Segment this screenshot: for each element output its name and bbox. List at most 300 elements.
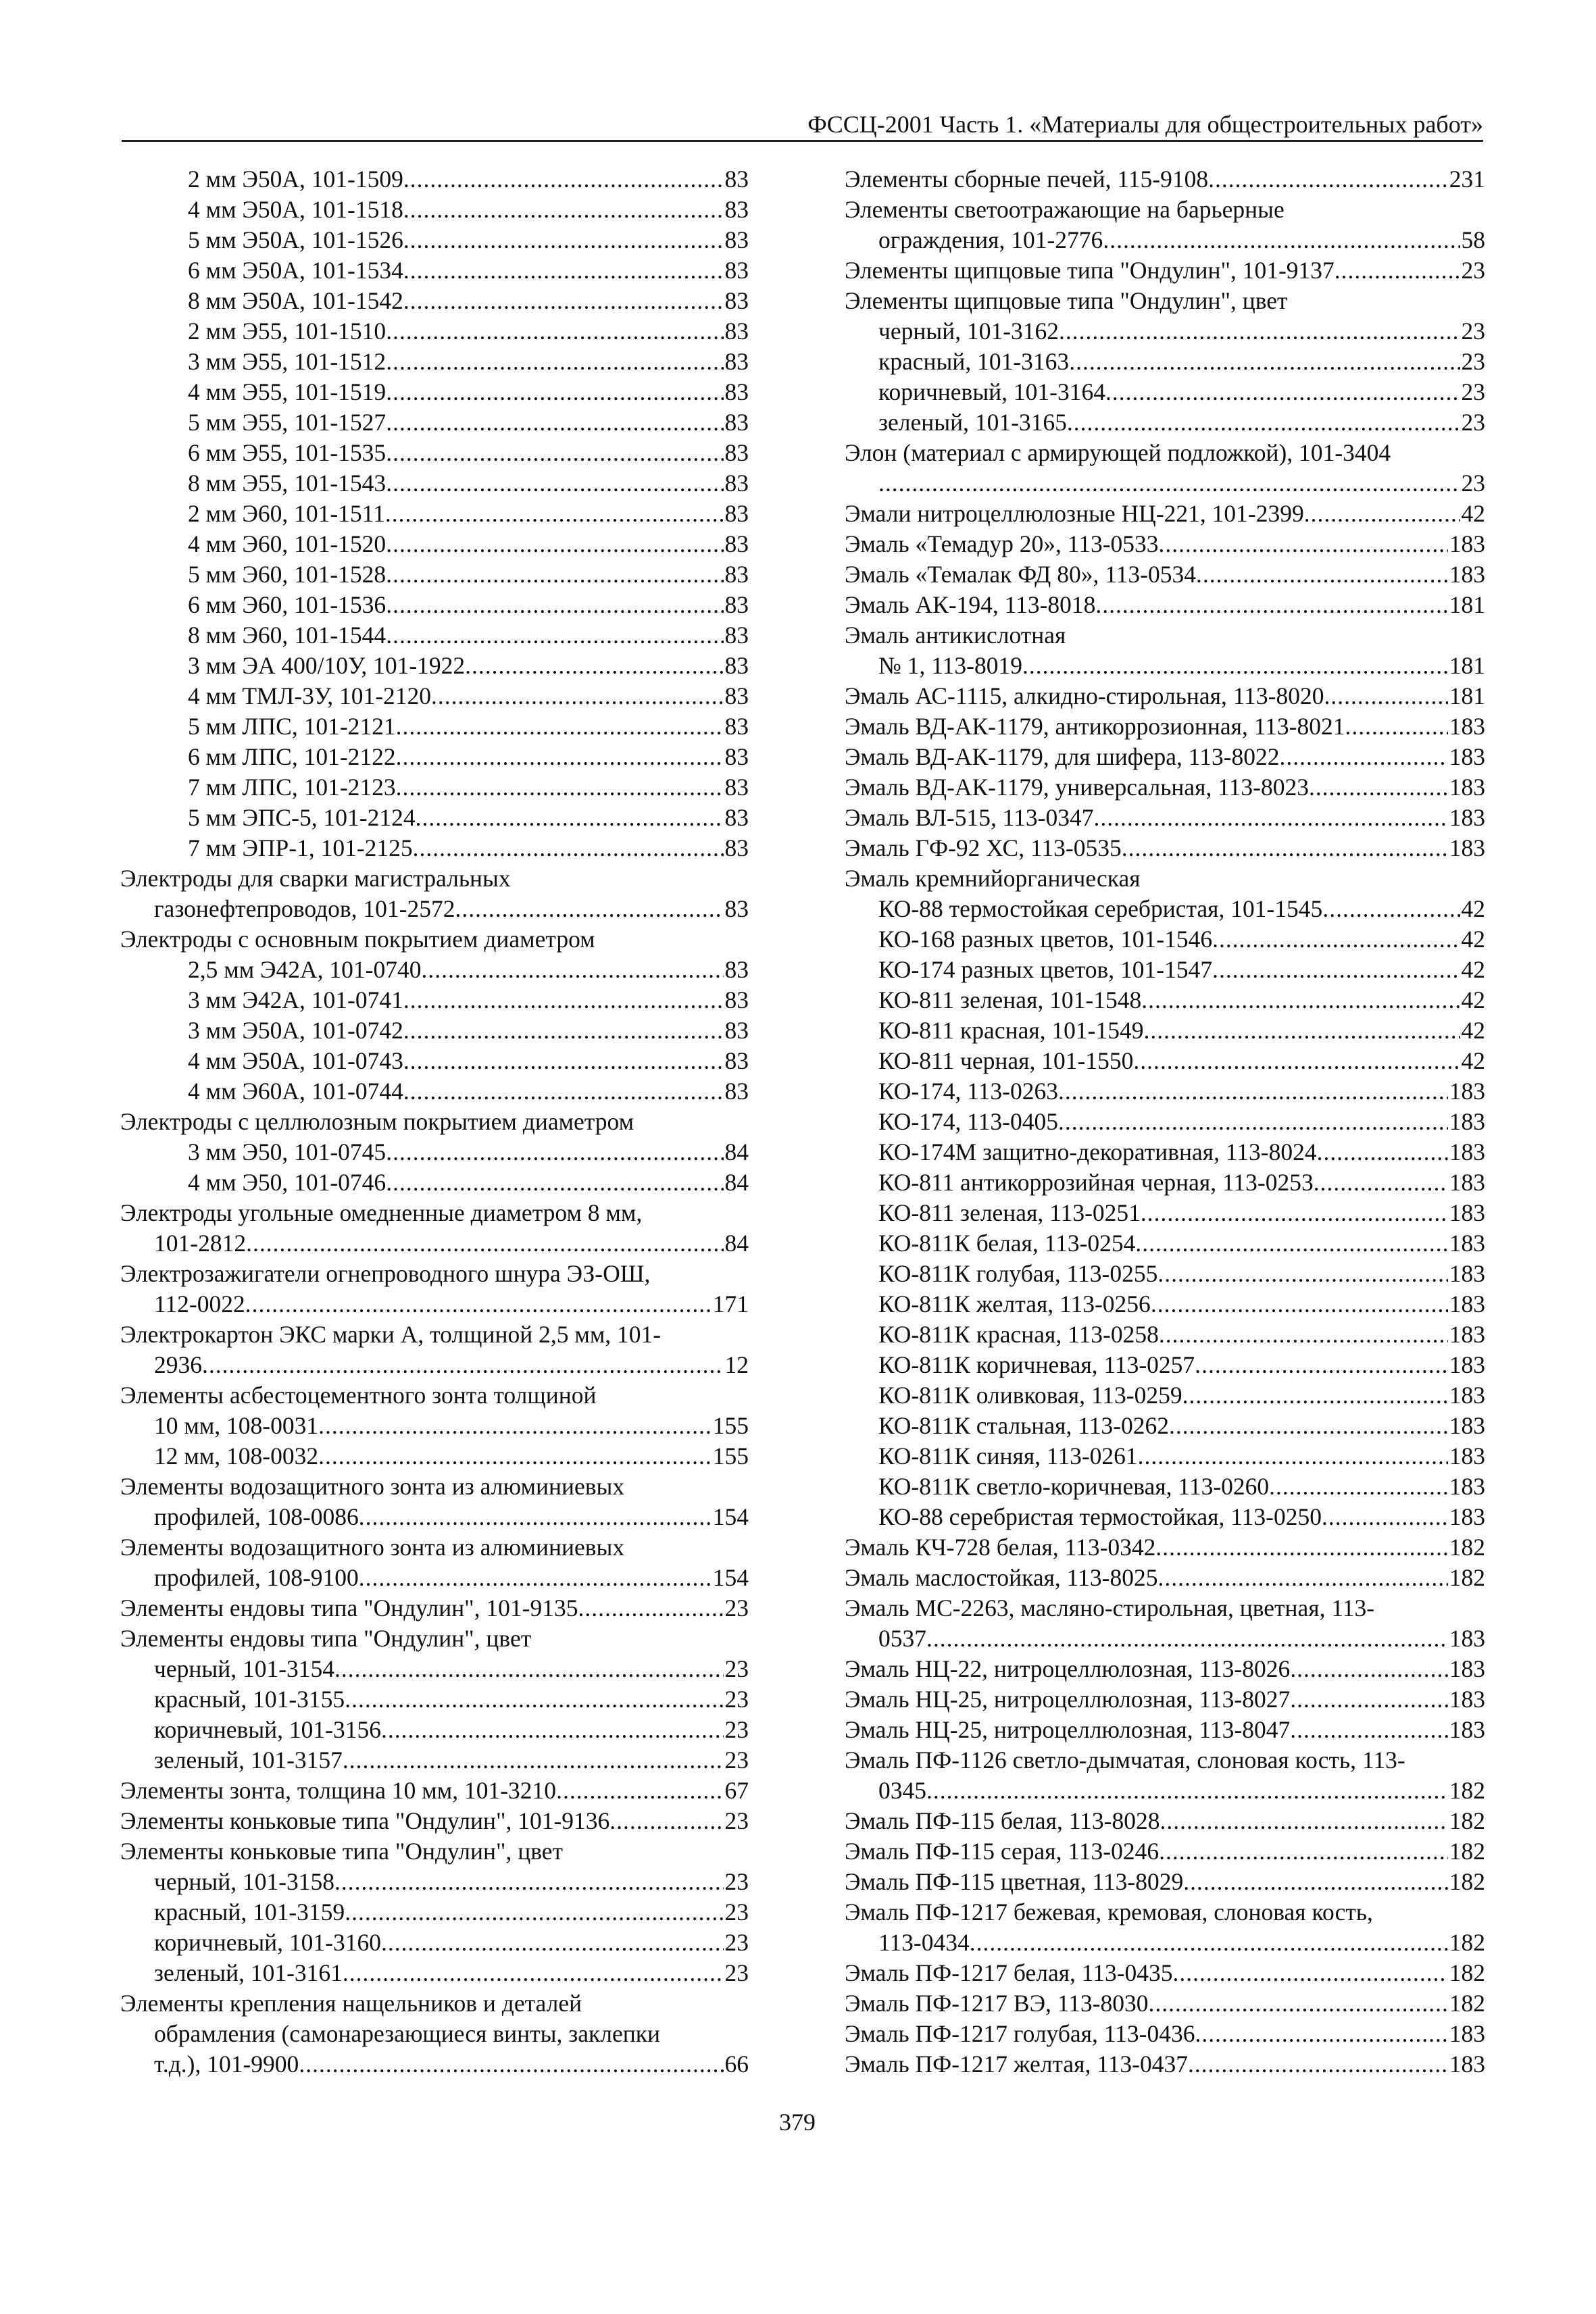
index-entry <box>845 1867 1485 1897</box>
index-entry <box>845 1411 1485 1441</box>
index-entry <box>120 1259 749 1319</box>
dot-leader <box>1196 559 1448 590</box>
index-entry <box>120 1776 749 1806</box>
entry-continuation-line <box>845 1928 1485 1958</box>
index-entry <box>845 955 1485 985</box>
entry-page-number: 183 <box>1449 1078 1485 1105</box>
entry-text: Эмаль «Темалак ФД 80», 113-0534 <box>845 561 1197 588</box>
entry-text: Эмаль ПФ-115 цветная, 113-8029 <box>845 1868 1184 1895</box>
index-entry <box>120 1441 749 1472</box>
entry-page-number: 83 <box>724 956 749 983</box>
entry-term-line <box>120 407 749 438</box>
index-entry <box>845 1015 1485 1046</box>
index-entry <box>845 1532 1485 1563</box>
index-entry <box>120 559 749 590</box>
index-entry <box>845 438 1485 499</box>
dot-leader <box>1169 1411 1448 1441</box>
dot-leader <box>1059 316 1460 347</box>
entry-term-line <box>845 1015 1485 1046</box>
entry-text: Электроды с целлюлозным покрытием диаметром <box>120 1108 634 1135</box>
entry-text: КО-168 разных цветов, 101-1546 <box>878 926 1213 953</box>
entry-term-line <box>845 742 1485 772</box>
entry-page-number: 83 <box>724 226 749 253</box>
entry-term-line <box>845 590 1485 620</box>
entry-text: КО-811 зеленая, 113-0251 <box>878 1199 1141 1226</box>
entry-text: Эмаль ПФ-1126 светло-дымчатая, слоновая кость, 113- <box>845 1746 1405 1774</box>
entry-page-number: 83 <box>724 774 749 801</box>
entry-continuation-line <box>845 1776 1485 1806</box>
entry-term-line <box>845 772 1485 803</box>
entry-text: Эмаль ПФ-115 серая, 113-0246 <box>845 1838 1159 1865</box>
entry-text: Элементы крепления нащельников и деталей <box>120 1990 582 2017</box>
dot-leader <box>386 407 723 438</box>
dot-leader <box>318 1441 712 1472</box>
dot-leader <box>386 1137 723 1167</box>
dot-leader <box>386 316 723 347</box>
entry-text: КО-174, 113-0263 <box>878 1078 1059 1105</box>
entry-page-number: 42 <box>1461 986 1485 1013</box>
entry-page-number: 84 <box>724 1230 749 1257</box>
entry-page-number: 42 <box>1461 1047 1485 1074</box>
index-entry <box>845 2019 1485 2049</box>
entry-term-line <box>845 1259 1485 1289</box>
index-entry <box>120 1715 749 1745</box>
entry-term-line <box>845 955 1485 985</box>
index-entry <box>845 164 1485 195</box>
index-entry <box>120 438 749 468</box>
entry-term-line <box>120 1806 749 1836</box>
entry-term-line <box>845 1715 1485 1745</box>
index-entry <box>120 1745 749 1776</box>
dot-leader <box>386 347 723 377</box>
dot-leader <box>403 985 724 1015</box>
entry-page-number: 182 <box>1449 1534 1485 1561</box>
entry-text: КО-811К желтая, 113-0256 <box>878 1290 1151 1317</box>
index-entry <box>120 286 749 316</box>
entry-term-line <box>845 651 1485 681</box>
index-entry <box>845 1441 1485 1472</box>
entry-page-number: 83 <box>724 257 749 284</box>
index-entry <box>120 377 749 407</box>
entry-text: 5 мм Э60, 101-1528 <box>188 561 386 588</box>
entry-page-number: 66 <box>724 2051 749 2078</box>
entry-text: Электроды угольные омедненные диаметром 8 мм, <box>120 1199 643 1226</box>
entry-term-line <box>845 1988 1485 2019</box>
entry-text: 6 мм Э60, 101-1536 <box>188 591 386 618</box>
entry-page-number: 183 <box>1449 1655 1485 1682</box>
entry-page-number: 42 <box>1461 926 1485 953</box>
dot-leader <box>386 529 723 559</box>
entry-text: Эмаль АК-194, 113-8018 <box>845 591 1096 618</box>
entry-text: красный, 101-3159 <box>154 1898 345 1926</box>
entry-text: Эмаль ВЛ-515, 113-0347 <box>845 804 1094 831</box>
entry-term-line <box>120 468 749 499</box>
entry-term-line <box>120 1046 749 1076</box>
dot-leader <box>381 1715 724 1745</box>
index-entry <box>845 742 1485 772</box>
index-entry <box>845 772 1485 803</box>
entry-term-line <box>845 255 1485 286</box>
entry-text: 5 мм Э50А, 101-1526 <box>188 226 403 253</box>
entry-text: черный, 101-3158 <box>154 1868 335 1895</box>
dot-leader <box>1159 1319 1448 1350</box>
entry-page-number: 23 <box>1461 470 1485 497</box>
entry-continuation-line <box>845 225 1485 255</box>
dot-leader <box>386 377 723 407</box>
dot-leader <box>556 1776 723 1806</box>
entry-term-line <box>845 286 1485 316</box>
dot-leader <box>334 1654 723 1684</box>
entry-continuation-line <box>120 2049 749 2080</box>
entry-text: Элементы ендовы типа "Ондулин", 101-9135 <box>120 1594 578 1621</box>
dot-leader <box>1159 529 1448 559</box>
index-entry <box>120 772 749 803</box>
entry-term-line <box>120 225 749 255</box>
index-column-left <box>120 164 749 2080</box>
entry-term-line <box>120 1776 749 1806</box>
dot-leader <box>1212 924 1460 955</box>
entry-text: КО-88 серебристая термостойкая, 113-0250 <box>878 1503 1322 1530</box>
dot-leader <box>345 1897 723 1928</box>
entry-term-line <box>845 1350 1485 1380</box>
entry-page-number: 23 <box>724 1594 749 1621</box>
entry-text: Эмаль антикислотная <box>845 622 1066 649</box>
index-entry <box>845 1167 1485 1198</box>
index-entry <box>845 711 1485 742</box>
entry-term-line <box>845 711 1485 742</box>
entry-text: 6 мм Э55, 101-1535 <box>188 439 386 466</box>
entry-page-number: 182 <box>1449 1807 1485 1834</box>
entry-text: 3 мм Э50, 101-0745 <box>188 1138 386 1165</box>
entry-text: 8 мм Э55, 101-1543 <box>188 470 386 497</box>
dot-leader <box>421 955 723 985</box>
index-entry <box>845 924 1485 955</box>
entry-text: КО-811К светло-коричневая, 113-0260 <box>878 1473 1270 1500</box>
entry-continuation-line <box>845 468 1485 499</box>
dot-leader <box>403 255 724 286</box>
entry-text: 112-0022 <box>154 1290 245 1317</box>
dot-leader <box>1141 985 1460 1015</box>
dot-leader <box>1058 1076 1448 1107</box>
entry-term-line <box>120 1380 749 1411</box>
index-entry <box>120 742 749 772</box>
dot-leader <box>1105 377 1460 407</box>
entry-term-line <box>120 1411 749 1441</box>
entry-term-line <box>120 1745 749 1776</box>
entry-text: 101-2812 <box>154 1230 247 1257</box>
dot-leader <box>1135 1228 1447 1259</box>
index-entry <box>120 1654 749 1684</box>
entry-text: 8 мм Э50А, 101-1542 <box>188 287 403 314</box>
entry-page-number: 182 <box>1449 1564 1485 1591</box>
page-number: 379 <box>779 2109 816 2136</box>
index-entry <box>845 863 1485 894</box>
entry-page-number: 181 <box>1449 652 1485 679</box>
entry-text: 3 мм ЭА 400/10У, 101-1922 <box>188 652 466 679</box>
index-entry <box>120 407 749 438</box>
dot-leader <box>465 651 723 681</box>
index-entry <box>845 2049 1485 2080</box>
entry-text: Эмаль НЦ-25, нитроцеллюлозная, 113-8047 <box>845 1716 1291 1743</box>
dot-leader <box>1314 1167 1448 1198</box>
dot-leader <box>878 468 1460 499</box>
dot-leader <box>578 1593 724 1624</box>
entry-page-number: 231 <box>1449 166 1485 193</box>
index-entry <box>120 803 749 833</box>
entry-text: зеленый, 101-3157 <box>154 1746 343 1774</box>
entry-text: Элементы зонта, толщина 10 мм, 101-3210 <box>120 1777 557 1804</box>
entry-term-line <box>120 316 749 347</box>
dot-leader <box>1335 255 1460 286</box>
entry-text: обрамления (самонарезающиеся винты, заклепки <box>154 2020 660 2047</box>
index-entry <box>120 711 749 742</box>
dot-leader <box>1195 2019 1448 2049</box>
entry-page-number: 83 <box>724 895 749 922</box>
entry-page-number: 182 <box>1449 1868 1485 1895</box>
index-entry <box>845 499 1485 529</box>
entry-term-line <box>120 772 749 803</box>
entry-text: 3 мм Э55, 101-1512 <box>188 348 386 375</box>
entry-page-number: 23 <box>724 1746 749 1774</box>
dot-leader <box>1290 1684 1448 1715</box>
dot-leader <box>1304 499 1460 529</box>
entry-term-line <box>845 1319 1485 1350</box>
entry-text: 2 мм Э55, 101-1510 <box>188 318 386 345</box>
entry-text: 0537 <box>878 1625 926 1652</box>
index-column-right <box>845 164 1485 2080</box>
index-entry <box>845 894 1485 924</box>
index-entry <box>845 286 1485 316</box>
entry-page-number: 67 <box>724 1777 749 1804</box>
dot-leader <box>1155 1532 1447 1563</box>
entry-term-line <box>845 1654 1485 1684</box>
dot-leader <box>1324 681 1447 711</box>
entry-term-line <box>120 742 749 772</box>
entry-text: 0345 <box>878 1777 926 1804</box>
entry-text: Электроды для сварки магистральных <box>120 865 511 892</box>
entry-text: Элементы асбестоцементного зонта толщиной <box>120 1382 597 1409</box>
index-entry <box>120 499 749 529</box>
entry-page-number: 84 <box>724 1169 749 1196</box>
entry-term-line <box>845 1806 1485 1836</box>
entry-term-line <box>845 1958 1485 1988</box>
entry-page-number: 183 <box>1449 834 1485 861</box>
index-entry <box>845 1259 1485 1289</box>
entry-term-line <box>120 1897 749 1928</box>
index-entry <box>845 1988 1485 2019</box>
dot-leader <box>396 772 724 803</box>
index-entry <box>845 1806 1485 1836</box>
dot-leader <box>403 1015 724 1046</box>
entry-page-number: 58 <box>1461 226 1485 253</box>
entry-term-line <box>120 711 749 742</box>
entry-page-number: 83 <box>724 1078 749 1105</box>
index-entry <box>120 1076 749 1107</box>
entry-term-line <box>120 1593 749 1624</box>
entry-page-number: 183 <box>1449 1382 1485 1409</box>
entry-text: Эмаль ГФ-92 ХС, 113-0535 <box>845 834 1122 861</box>
entry-term-line <box>845 1137 1485 1167</box>
entry-text: 7 мм ЛПС, 101-2123 <box>188 774 396 801</box>
dot-leader <box>403 195 724 225</box>
entry-term-line <box>845 803 1485 833</box>
entry-page-number: 183 <box>1449 743 1485 770</box>
entry-term-line <box>845 1867 1485 1897</box>
entry-text: КО-811 красная, 101-1549 <box>878 1017 1144 1044</box>
entry-page-number: 23 <box>1461 378 1485 405</box>
entry-text: Эмаль «Темадур 20», 113-0533 <box>845 530 1159 557</box>
entry-text: КО-811 черная, 101-1550 <box>878 1047 1134 1074</box>
entry-page-number: 83 <box>724 986 749 1013</box>
entry-text: 4 мм ТМЛ-3У, 101-2120 <box>188 682 432 709</box>
entry-text: 7 мм ЭПР-1, 101-2125 <box>188 834 413 861</box>
entry-text: Элементы водозащитного зонта из алюминиевых <box>120 1534 625 1561</box>
entry-page-number: 83 <box>724 470 749 497</box>
entry-term-line <box>120 1472 749 1502</box>
entry-text: 4 мм Э60А, 101-0744 <box>188 1078 403 1105</box>
index-entry <box>120 590 749 620</box>
entry-page-number: 42 <box>1461 500 1485 527</box>
index-entry <box>845 407 1485 438</box>
dot-leader <box>334 1867 723 1897</box>
dot-leader <box>1022 651 1448 681</box>
index-entry <box>120 651 749 681</box>
dot-leader <box>386 590 723 620</box>
entry-term-line <box>845 1289 1485 1319</box>
entry-text: Эмаль КЧ-728 белая, 113-0342 <box>845 1534 1156 1561</box>
entry-page-number: 23 <box>724 1959 749 1986</box>
entry-continuation-line <box>120 1228 749 1259</box>
dot-leader <box>1159 1836 1448 1867</box>
entry-term-line <box>845 1167 1485 1198</box>
entry-page-number: 183 <box>1449 1169 1485 1196</box>
index-entry <box>120 1836 749 1867</box>
entry-text: 4 мм Э50А, 101-1518 <box>188 196 403 223</box>
entry-page-number: 83 <box>724 561 749 588</box>
entry-page-number: 42 <box>1461 1017 1485 1044</box>
entry-text: Эмаль кремнийорганическая <box>845 865 1141 892</box>
index-entry <box>120 1472 749 1532</box>
dot-leader <box>1157 1563 1447 1593</box>
dot-leader <box>318 1411 712 1441</box>
dot-leader <box>1290 1715 1448 1745</box>
entry-page-number: 183 <box>1449 561 1485 588</box>
entry-term-line <box>845 1745 1485 1776</box>
entry-term-line <box>120 347 749 377</box>
entry-term-line <box>845 1684 1485 1715</box>
entry-text: Элементы коньковые типа "Ондулин", 101-9136 <box>120 1807 610 1834</box>
entry-continuation-line <box>120 894 749 924</box>
entry-term-line <box>845 1472 1485 1502</box>
entry-term-line <box>120 620 749 651</box>
entry-term-line <box>120 529 749 559</box>
dot-leader <box>299 2049 723 2080</box>
dot-leader <box>1322 1502 1448 1532</box>
entry-text: КО-811К коричневая, 113-0257 <box>878 1351 1195 1378</box>
entry-text: Электроды с основным покрытием диаметром <box>120 926 595 953</box>
entry-text: Элементы коньковые типа "Ондулин", цвет <box>120 1838 564 1865</box>
entry-text: 3 мм Э50А, 101-0742 <box>188 1017 403 1044</box>
dot-leader <box>1345 711 1448 742</box>
entry-page-number: 183 <box>1449 1199 1485 1226</box>
entry-page-number: 183 <box>1449 1716 1485 1743</box>
entry-text: 8 мм Э60, 101-1544 <box>188 622 386 649</box>
entry-continuation-line <box>120 1289 749 1319</box>
entry-term-line <box>845 1046 1485 1076</box>
entry-page-number: 183 <box>1449 1503 1485 1530</box>
entry-text: ограждения, 101-2776 <box>878 226 1103 253</box>
dot-leader <box>416 803 724 833</box>
index-entry <box>120 1806 749 1836</box>
index-entry <box>845 1380 1485 1411</box>
entry-page-number: 183 <box>1449 530 1485 557</box>
entry-term-line <box>120 985 749 1015</box>
entry-page-number: 83 <box>724 591 749 618</box>
entry-text: зеленый, 101-3165 <box>878 409 1067 436</box>
entry-term-line <box>845 499 1485 529</box>
entry-page-number: 83 <box>724 682 749 709</box>
entry-page-number: 84 <box>724 1138 749 1165</box>
index-entry <box>120 1167 749 1198</box>
dot-leader <box>1122 833 1448 863</box>
entry-term-line <box>120 1715 749 1745</box>
index-entry <box>845 681 1485 711</box>
entry-page-number: 42 <box>1461 956 1485 983</box>
dot-leader <box>386 620 723 651</box>
entry-term-line <box>845 347 1485 377</box>
entry-page-number: 23 <box>724 1929 749 1956</box>
entry-term-line <box>120 1958 749 1988</box>
dot-leader <box>609 1806 723 1836</box>
entry-text: 6 мм Э50А, 101-1534 <box>188 257 403 284</box>
entry-term-line <box>120 1532 749 1563</box>
entry-continuation-line <box>120 1350 749 1380</box>
entry-text: 5 мм Э55, 101-1527 <box>188 409 386 436</box>
entry-text: Эмаль ПФ-1217 бежевая, кремовая, слоновая кость, <box>845 1898 1373 1926</box>
entry-term-line <box>120 1319 749 1350</box>
index-entry <box>120 1107 749 1137</box>
entry-term-line <box>120 1259 749 1289</box>
index-entry <box>845 255 1485 286</box>
dot-leader <box>1141 1198 1448 1228</box>
entry-text: 5 мм ЛПС, 101-2121 <box>188 713 396 740</box>
entry-page-number: 183 <box>1449 1473 1485 1500</box>
entry-term-line <box>845 1107 1485 1137</box>
index-entry <box>845 1563 1485 1593</box>
index-entry <box>845 1654 1485 1684</box>
index-entry <box>120 1897 749 1928</box>
dot-leader <box>246 1228 723 1259</box>
entry-text: КО-88 термостойкая серебристая, 101-1545 <box>878 895 1323 922</box>
index-entry <box>845 1046 1485 1076</box>
index-entry <box>845 1198 1485 1228</box>
index-entry <box>120 1411 749 1441</box>
entry-text: коричневый, 101-3156 <box>154 1716 381 1743</box>
index-entry <box>120 225 749 255</box>
entry-text: Эмаль ВД-АК-1179, антикоррозионная, 113-8021 <box>845 713 1345 740</box>
index-entry <box>845 833 1485 863</box>
entry-page-number: 155 <box>712 1442 749 1469</box>
dot-leader <box>386 438 723 468</box>
entry-page-number: 23 <box>724 1898 749 1926</box>
entry-term-line <box>120 924 749 955</box>
entry-page-number: 154 <box>712 1564 749 1591</box>
entry-text: КО-811К оливковая, 113-0259 <box>878 1382 1182 1409</box>
dot-leader <box>1159 1806 1447 1836</box>
entry-term-line <box>845 316 1485 347</box>
entry-text: 4 мм Э60, 101-1520 <box>188 530 386 557</box>
index-entry <box>845 347 1485 377</box>
